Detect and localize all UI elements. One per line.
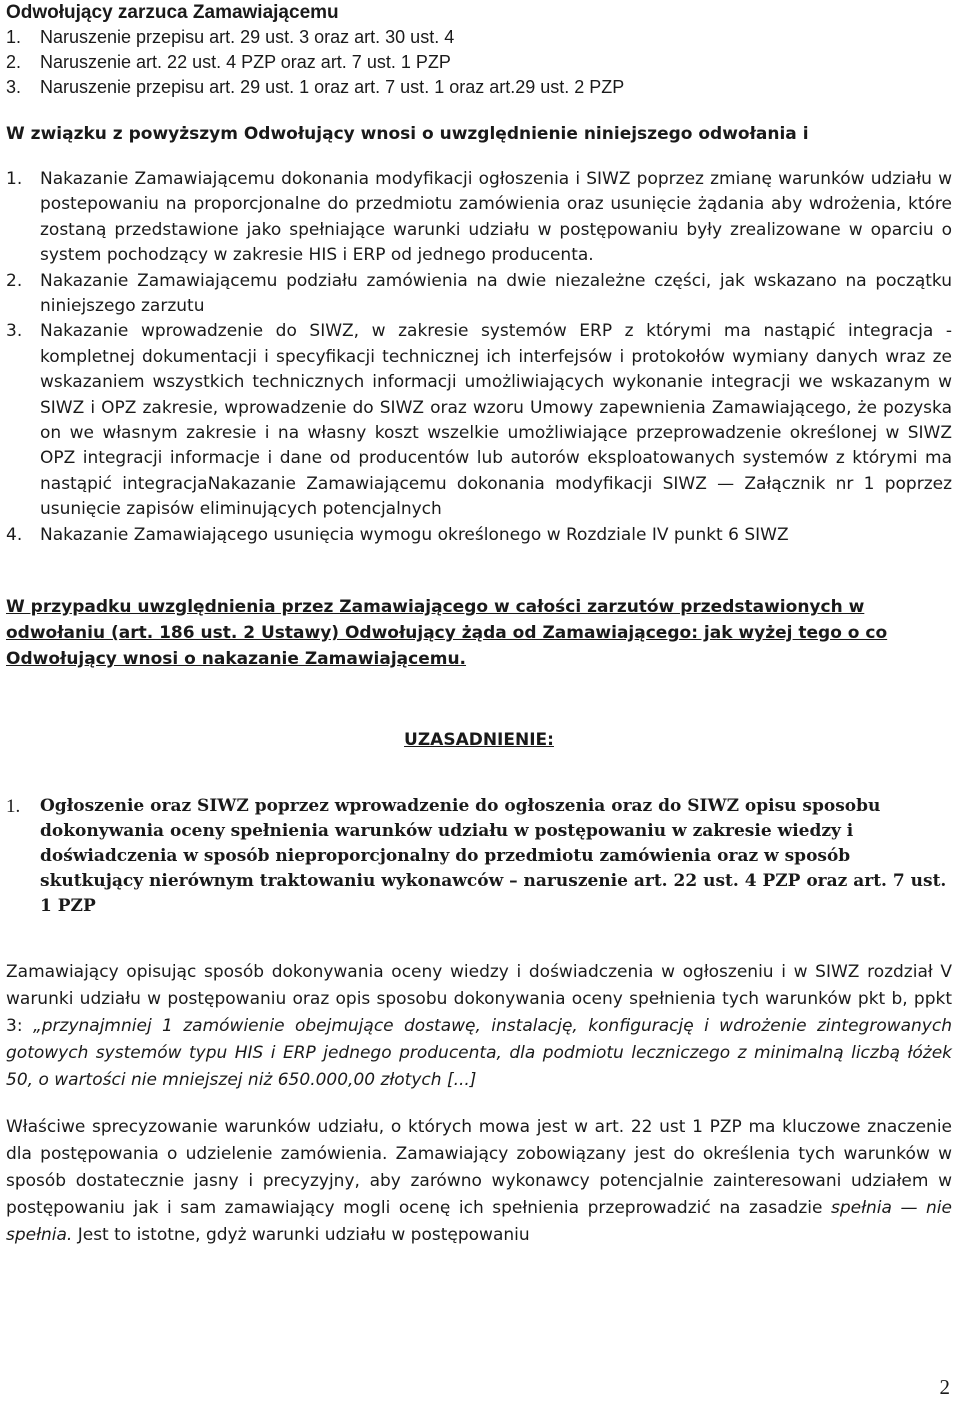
quote: „przynajmniej 1 zamówienie obejmujące dostawę, instalację, konfigurację i wdrożenie zintegrowanych gotowych systemów typu HIS i ERP jednego producenta, dla podmiotu leczniczego z minimalną liczbą łóżek 50, o wartości nie mniejszej niż 650.000,00 złotych [...] [6,1016,952,1091]
justification-heading: UZASADNIENIE: [404,730,554,751]
allegations-title: Odwołujący zarzuca Zamawiającemu [6,2,339,23]
paragraph-1: Zamawiający opisując sposób dokonywania oceny wiedzy i doświadczenia w ogłoszeniu i w SIWZ rozdział V warunki udziału w postępowaniu oraz opis sposobu dokonywania oceny spełnienia tych warunków pkt b, ppkt 3: „przynajmniej 1 zamówienie obejmujące dostawę, instalację, konfigurację i wdrożenie zintegrowanych gotowych systemów typu HIS i ERP jednego producenta, dla podmiotu leczniczego z minimalną liczbą łóżek 50, o wartości nie mniejszej niż 650.000,00 złotych [...] [6,962,952,1091]
page-number: 2 [939,1375,950,1399]
quote: spełnia — nie spełnia. [6,1198,952,1246]
list-item: 2. Naruszenie art. 22 ust. 4 PZP oraz art. 7 ust. 1 PZP [6,52,451,72]
list-item: 4. Nakazanie Zamawiającego usunięcia wymogu określonego w Rozdziale IV punkt 6 SIWZ [6,524,789,545]
document-page [6,0,952,1249]
list-item: 2. Nakazanie Zamawiającemu podziału zamówienia na dwie niezależne części, jak wskazano na początku niniejszego zarzutu [6,270,952,317]
list-item: 1. Naruszenie przepisu art. 29 ust. 3 oraz art. 30 ust. 4 [6,27,455,47]
charge-text: Ogłoszenie oraz SIWZ poprzez wprowadzenie do ogłoszenia oraz do SIWZ opisu sposobu dokonywania oceny spełnienia warunków udziału w postępowaniu w zakresie wiedzy i doświadczenia w sposób nieproporcjonalny do przedmiotu zamówienia oraz w sposób skutkujący nierównym traktowaniu wykonawców – naruszenie art. 22 ust. 4 PZP oraz art. 7 ust. 1 PZP [40,796,947,917]
requests-list [6,167,952,548]
list-item: 3. Nakazanie wprowadzenie do SIWZ, w zakresie systemów ERP z którymi ma nastąpić integracja - kompletnej dokumentacji i specyfikacji technicznej ich interfejsów i protokołów wymiany danych wraz ze wskazaniem wszystkich technicznych informacji umożliwiających wykonanie integracji we wskazanym w SIWZ i OPZ zakresie, wprowadzenie do SIWZ oraz wzoru Umowy zapewnienia Zamawiającego, że pozyska on we własnym zakresie i na własny koszt wszelkie umożliwiające przeprowadzenie określonej w SIWZ OPZ integracji informacje i dane od producentów lub autorów eksploatowanych systemów z którymi ma nastąpić integracjaNakazanie Zamawiającemu dokonania modyfikacji SIWZ — Załącznik nr 1 poprzez usunięcie zapisów eliminujących potencjalnych [6,321,952,520]
violations-list [6,25,952,100]
charge-item: 1. Ogłoszenie oraz SIWZ poprzez wprowadzenie do ogłoszenia oraz do SIWZ opisu sposobu dokonywania oceny spełnienia warunków udziału w postępowaniu w zakresie wiedzy i doświadczenia w sposób nieproporcjonalny do przedmiotu zamówienia oraz w sposób skutkujący nierównym traktowaniu wykonawców – naruszenie art. 22 ust. 4 PZP oraz art. 7 ust. 1 PZP [6,794,952,919]
list-item: 1. Nakazanie Zamawiającemu dokonania modyfikacji ogłoszenia i SIWZ poprzez zmianę warunków udziału w postepowaniu na proporcjonalne do przedmiotu zamówienia oraz usunięcie żądania aby wdrożenia, które zostaną przedstawione jako spełniające warunki udziału w postępowaniu były zrealizowane w oparciu o system pochodzący w zakresie HIS i ERP od jednego producenta. [6,169,952,266]
list-item: 3. Naruszenie przepisu art. 29 ust. 1 oraz art. 7 ust. 1 oraz art.29 ust. 2 PZP [6,77,625,97]
conditional-demand: W przypadku uwzględnienia przez Zamawiającego w całości zarzutów przedstawionych w odwołaniu (art. 186 ust. 2 Ustawy) Odwołujący żąda od Zamawiającego: jak wyżej tego o co Odwołujący wnosi o nakazanie Zamawiającemu. [6,597,888,670]
paragraph-2: Właściwe sprecyzowanie warunków udziału, o których mowa jest w art. 22 ust 1 PZP ma kluczowe znaczenie dla postępowania o udzielenie zamówienia. Zamawiający zobowiązany jest do określenia tych warunków w sposób dostatecznie jasny i precyzyjny, aby zarówno wykonawcy potencjalnie zainteresowani udziałem w postępowaniu jak i sam zamawiający mogli ocenę ich spełnienia przeprowadzić na zasadzie spełnia — nie spełnia. Jest to istotne, gdyż warunki udziału w postępowaniu [6,1117,952,1246]
request-intro: W związku z powyższym Odwołujący wnosi o uwzględnienie niniejszego odwołania i [6,124,809,144]
